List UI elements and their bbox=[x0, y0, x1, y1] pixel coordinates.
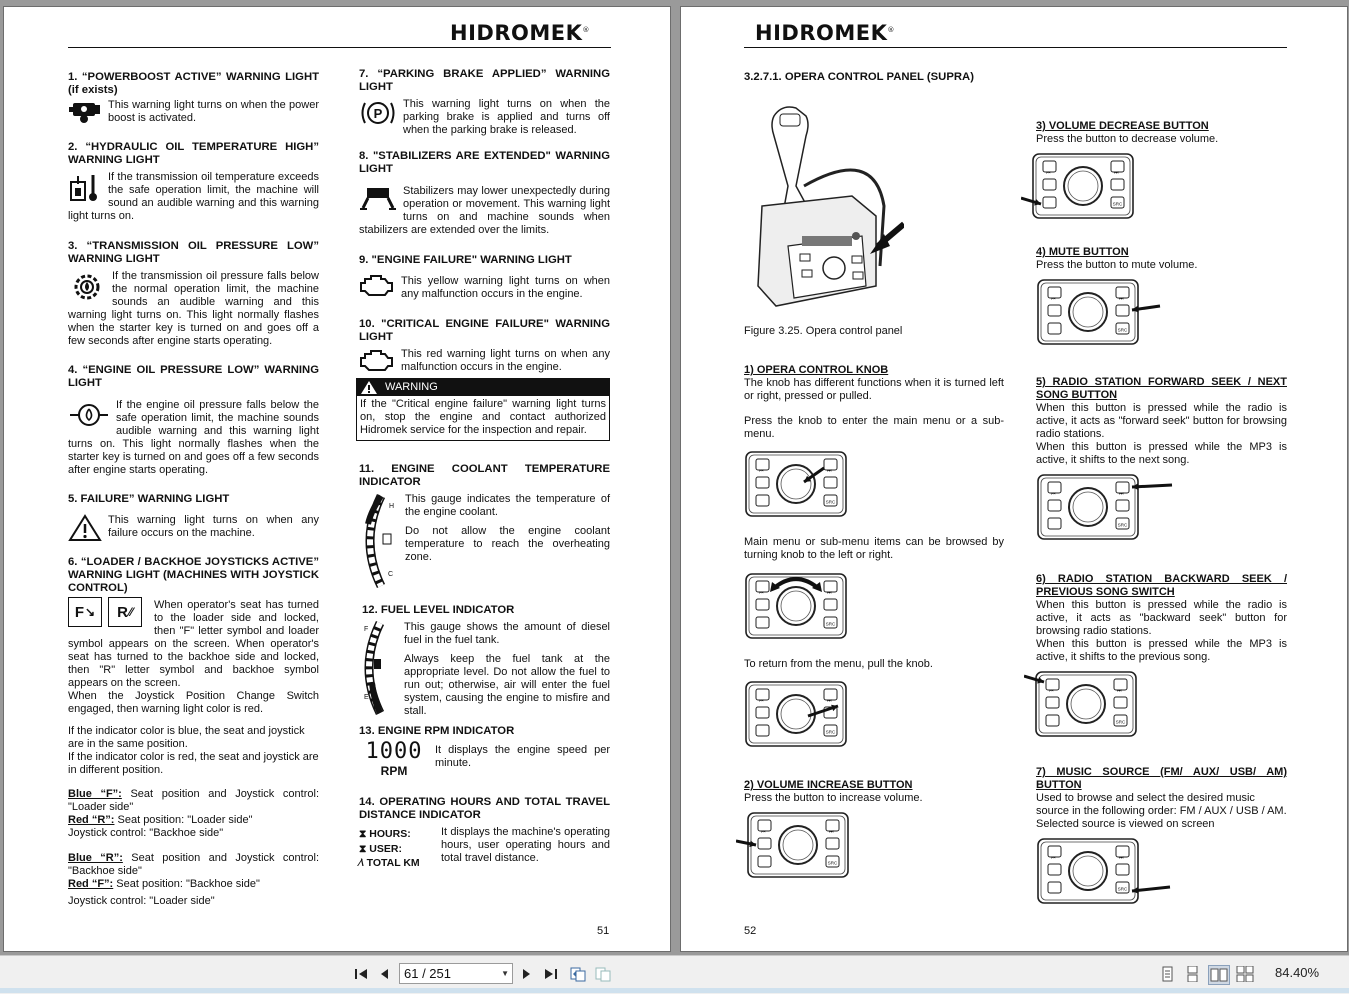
continuous-facing-view-button[interactable] bbox=[1236, 965, 1254, 983]
status-strip bbox=[0, 988, 1349, 993]
rpm-section: 13. ENGINE RPM INDICATOR 1000 RPM It displays the engine speed per minute. bbox=[359, 725, 610, 784]
warning-box: WARNING If the "Critical engine failure" warning light turns on, stop the engine and contact authorized Hidromek service for the inspection and repair. bbox=[356, 378, 610, 441]
svg-text:SRC: SRC bbox=[1117, 327, 1128, 333]
last-page-icon bbox=[544, 967, 558, 981]
opera-panel-figure bbox=[744, 96, 904, 322]
hours-section: 14. OPERATING HOURS AND TOTAL TRAVEL DISTANCE INDICATOR ⧗ HOURS: ⧗ USER: ⁄\ TOTAL KM It displays the machine's operating hours, user operating hours and total travel distance. bbox=[359, 796, 610, 869]
svg-text:F: F bbox=[364, 626, 369, 633]
svg-text:⏭: ⏭ bbox=[1119, 855, 1124, 861]
first-page-button[interactable] bbox=[352, 965, 370, 983]
previous-view-icon bbox=[569, 966, 587, 982]
svg-text:⏭: ⏭ bbox=[827, 590, 832, 596]
backhoe-r-icon: R ⁄⁄ bbox=[108, 597, 142, 627]
svg-text:SRC: SRC bbox=[1117, 886, 1128, 892]
svg-text:SRC: SRC bbox=[1115, 719, 1126, 725]
svg-text:⏭: ⏭ bbox=[1119, 296, 1124, 302]
continuous-facing-icon bbox=[1236, 966, 1254, 982]
parking-brake-section: 7. “PARKING BRAKE APPLIED” WARNING LIGHT P This warning light turns on when the parking brake is applied and turns off when the parking brake is released. bbox=[359, 68, 610, 136]
previous-view-button[interactable] bbox=[569, 965, 587, 983]
svg-text:SRC: SRC bbox=[827, 860, 838, 866]
svg-text:C: C bbox=[388, 571, 394, 578]
joystick-symbols bbox=[68, 597, 148, 629]
svg-text:⏮: ⏮ bbox=[1051, 491, 1056, 497]
next-view-button[interactable] bbox=[594, 965, 612, 983]
zoom-level[interactable]: 84.40% bbox=[1275, 965, 1320, 980]
control-panel-image bbox=[736, 811, 1004, 885]
next-page-button[interactable] bbox=[518, 965, 536, 983]
road-icon: ⁄\ bbox=[359, 857, 364, 869]
fuel-gauge-icon bbox=[362, 619, 398, 715]
svg-text:SRC: SRC bbox=[825, 499, 836, 505]
critical-engine-icon bbox=[359, 346, 395, 374]
first-page-icon bbox=[354, 967, 368, 981]
coolant-gauge-icon bbox=[359, 492, 399, 590]
hours-display-icon: ⧗ HOURS: ⧗ USER: ⁄\ TOTAL KM bbox=[359, 828, 420, 869]
stabilizer-icon bbox=[359, 182, 397, 212]
control-panel-image bbox=[744, 680, 1004, 754]
single-page-view-button[interactable] bbox=[1158, 965, 1176, 983]
page-number: 52 bbox=[744, 925, 757, 937]
svg-text:H: H bbox=[389, 503, 395, 510]
svg-text:⏮: ⏮ bbox=[1051, 855, 1056, 861]
stabilizers-section: 8. "STABILIZERS ARE EXTENDED" WARNING LIGHT Stabilizers may lower unexpectedly during operation or movement. This warning light turns on and machine sounds when stabilizers are extended over the limits. bbox=[359, 150, 610, 236]
powerboost-section: 1. “POWERBOOST ACTIVE” WARNING LIGHT (if exists) This warning light turns on when the power boost is activated. bbox=[68, 71, 319, 124]
facing-view-button[interactable] bbox=[1208, 965, 1230, 985]
svg-text:⏭: ⏭ bbox=[829, 829, 834, 835]
hidromek-logo: HIDROMEK® bbox=[755, 21, 895, 45]
failure-section: 5. FAILURE” WARNING LIGHT This warning light turns on when any failure occurs on the machine. bbox=[68, 493, 319, 540]
thermometer-icon bbox=[68, 172, 102, 202]
svg-text:E: E bbox=[364, 694, 369, 701]
control-panel-image bbox=[744, 450, 1004, 522]
rpm-display-icon: 1000 RPM bbox=[365, 739, 423, 778]
right-column bbox=[359, 68, 610, 873]
section-title: 1. “POWERBOOST ACTIVE” WARNING LIGHT (if exists) bbox=[68, 71, 319, 96]
next-page-icon bbox=[521, 967, 533, 981]
warning-triangle-icon bbox=[361, 381, 377, 394]
header-rule bbox=[68, 47, 611, 48]
svg-text:⏮: ⏮ bbox=[1051, 296, 1056, 302]
figure-caption: Figure 3.25. Opera control panel bbox=[744, 325, 903, 337]
svg-text:SRC: SRC bbox=[825, 729, 836, 735]
last-page-button[interactable] bbox=[542, 965, 560, 983]
critical-engine-section: 10. "CRITICAL ENGINE FAILURE" WARNING LIGHT This red warning light turns on when any malfunction occurs in the engine. WARNING If the "Critical engine failure" warning light turns on, stop the engine and contact authorized Hidromek service for the inspection and repair. bbox=[359, 318, 610, 441]
hourglass-icon: ⧗ bbox=[359, 842, 367, 855]
continuous-view-button[interactable] bbox=[1183, 965, 1201, 983]
transmission-oil-section: 3. “TRANSMISSION OIL PRESSURE LOW” WARNING LIGHT If the transmission oil pressure falls below the normal operation limit, the machine sounds an audible warning and this warning light turns on. This light normally flashes when the starter key is turned on and goes off a few seconds after engine starts operating. bbox=[68, 240, 319, 347]
svg-text:⏮: ⏮ bbox=[1046, 170, 1051, 176]
engine-icon bbox=[359, 271, 395, 299]
right-right-column: 3) VOLUME DECREASE BUTTON Press the button to decrease volume. SRC ⏮ ⏭ 4) MUTE BUTTON Press the button to mute volume. SRC ⏮ ⏭ 5) RADIO STATION FORWARD SEEK / NEXT SONG BUTTON When this button is pressed while the radio is active, it acts as "forward seek" button for browsing radio stations. When this button is pressed while the MP3 is active, it shifts to the next song. SRC ⏮ ⏭ 6) RADIO STATION BACKWARD SEEK / PREVIOUS SONG SWITCH When this button is pressed while the radio is active, it acts as "backward seek" button for browsing radio stations. When this button is pressed while the MP3 is active, it shifts to the previous song. SRC ⏮ ⏭ 7) MUSIC SOURCE (FM/ AUX/ USB/ AM) BUTTON Used to browse and select the desired music source in the following order: FM / AUX / USB / AM. Selected source is viewed on screen SRC ⏮ ⏭ bbox=[1036, 120, 1287, 909]
oil-pressure-icon bbox=[68, 400, 110, 430]
svg-text:⏭: ⏭ bbox=[1117, 688, 1122, 694]
hourglass-icon: ⧗ bbox=[359, 828, 367, 840]
fuel-section: 12. FUEL LEVEL INDICATOR F E This gauge shows the amount of diesel fuel in the fuel tank. Always keep the fuel tank at the appropriate level. Do not allow the fuel to run out; otherwise, air will enter the fuel system, causing the engine to misfire and stall. bbox=[362, 604, 610, 717]
powerboost-icon bbox=[68, 98, 102, 124]
page-51 bbox=[3, 6, 671, 952]
control-panel-image bbox=[1024, 670, 1287, 744]
warning-triangle-icon bbox=[68, 514, 102, 542]
continuous-page-icon bbox=[1185, 966, 1199, 982]
engine-oil-section: 4. “ENGINE OIL PRESSURE LOW” WARNING LIGHT If the engine oil pressure falls below the safe operation limit, the machine sounds audible warning and this warning light turns on. This light normally flashes when the starter key is turned on and goes off a few seconds after engine starts operating. bbox=[68, 364, 319, 476]
previous-page-icon bbox=[378, 967, 390, 981]
joystick-section: 6. “LOADER / BACKHOE JOYSTICKS ACTIVE” WARNING LIGHT (MACHINES WITH JOYSTICK CONTROL) F ↘ R ⁄⁄ When operator's seat has turned to the loader side and locked, then "F" letter symbol and loader symbol appears on the screen. When operator's seat has turned to the backhoe side and locked, then "R" letter symbol and backhoe symbol appears on the screen. When the Joystick Position Change Switch engaged, then warning light color is red. If the indicator color is blue, the seat and joystick are in the same position. If the indicator color is red, the seat and joystick are in different position. Blue “F”: Seat position and Joystick control: "Loader side" Red “R”: Seat position: "Loader side" Joystick control: "Backhoe side" Blue “R”: Seat position and Joystick control: "Backhoe side" Red “F”: Seat position: "Backhoe side" Joystick control: "Loader side" bbox=[68, 556, 319, 907]
svg-text:⏮: ⏮ bbox=[761, 829, 766, 835]
chevron-down-icon[interactable]: ▼ bbox=[501, 969, 509, 978]
page-number: 51 bbox=[597, 925, 610, 937]
svg-text:⏭: ⏭ bbox=[827, 468, 832, 474]
hydraulic-temp-section: 2. “HYDRAULIC OIL TEMPERATURE HIGH” WARNING LIGHT If the transmission oil temperature exceeds the safe operation limit, the machine will sound an audible warning and this warning light turns on. bbox=[68, 141, 319, 222]
svg-text:⏭: ⏭ bbox=[1114, 170, 1119, 176]
svg-text:SRC: SRC bbox=[1117, 522, 1128, 528]
control-panel-image bbox=[1036, 837, 1287, 909]
facing-pages-icon bbox=[1210, 967, 1228, 983]
single-page-icon bbox=[1160, 966, 1174, 982]
svg-text:⏮: ⏮ bbox=[759, 590, 764, 596]
next-view-icon bbox=[594, 966, 612, 982]
right-left-column: 3.2.7.1. OPERA CONTROL PANEL (SUPRA) Figure 3.25. Opera control panel 1) OPERA CONTROL KNOB The knob has different functions when it is turned left or right, pressed or pulled. Press the knob to enter the main menu or a sub-menu. SRC ⏮ ⏭ Main menu or sub-menu items can be browsed by turning knob to the left or right. SRC ⏮ ⏭ To return from the menu, pull the knob. SRC ⏮ ⏭ 2) VOLUME INCREASE BUTTON Press the button to increase volume. SRC ⏮ ⏭ bbox=[744, 71, 1004, 885]
section-title: 3.2.7.1. OPERA CONTROL PANEL (SUPRA) bbox=[744, 71, 974, 83]
control-panel-image bbox=[1036, 278, 1287, 352]
page-number-field[interactable]: 61 / 251 ▼ bbox=[399, 963, 513, 984]
svg-text:SRC: SRC bbox=[825, 621, 836, 627]
control-panel-image bbox=[1021, 152, 1287, 224]
previous-page-button[interactable] bbox=[375, 965, 393, 983]
svg-text:⏮: ⏮ bbox=[1049, 688, 1054, 694]
warning-header: WARNING bbox=[357, 379, 609, 396]
svg-text:⏭: ⏭ bbox=[827, 698, 832, 704]
svg-text:⏮: ⏮ bbox=[759, 698, 764, 704]
svg-text:SRC: SRC bbox=[1112, 201, 1123, 207]
page-52 bbox=[680, 6, 1348, 952]
coolant-section: 11. ENGINE COOLANT TEMPERATURE INDICATOR H C This gauge indicates the temperature of the engine coolant. Do not allow the engine coolant temperature to reach the overheating zone. bbox=[359, 463, 610, 592]
header-rule bbox=[744, 47, 1287, 48]
svg-text:⏭: ⏭ bbox=[1119, 491, 1124, 497]
left-column bbox=[68, 71, 319, 908]
parking-brake-icon bbox=[359, 97, 397, 129]
engine-failure-section: 9. "ENGINE FAILURE" WARNING LIGHT This yellow warning light turns on when any malfunction occurs in the engine. bbox=[359, 254, 610, 300]
gear-pressure-icon bbox=[68, 269, 106, 305]
control-panel-image bbox=[744, 572, 1004, 646]
svg-text:⏮: ⏮ bbox=[759, 468, 764, 474]
svg-text:P: P bbox=[373, 106, 383, 121]
hidromek-logo: HIDROMEK® bbox=[450, 21, 590, 45]
loader-f-icon: F ↘ bbox=[68, 597, 102, 627]
control-panel-image bbox=[1036, 473, 1287, 547]
